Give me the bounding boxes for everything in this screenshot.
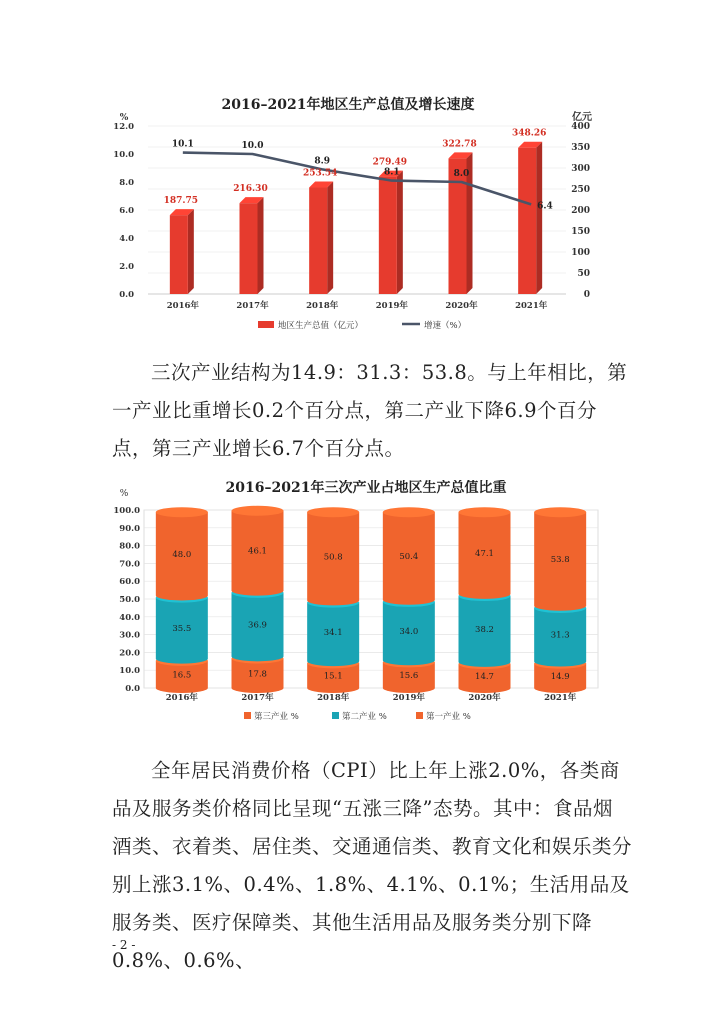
bar-side bbox=[258, 197, 264, 294]
y-tick-label: 10.0 bbox=[119, 666, 140, 677]
line-growth bbox=[183, 153, 531, 205]
segment-value-label: 35.5 bbox=[172, 624, 192, 635]
line-value-label: 10.1 bbox=[171, 139, 194, 150]
segment-value-label: 48.0 bbox=[172, 549, 192, 560]
legend-swatch-secondary bbox=[332, 712, 339, 719]
bar-gdp bbox=[240, 203, 258, 294]
x-tick-label: 2016年 bbox=[166, 301, 199, 311]
bar-value-label: 253.54 bbox=[302, 168, 338, 179]
segment-value-label: 36.9 bbox=[248, 620, 267, 631]
y-right-tick-label: 50 bbox=[577, 269, 590, 279]
segment-value-label: 34.0 bbox=[399, 627, 419, 638]
bar-value-label: 322.78 bbox=[442, 139, 477, 150]
legend-label-primary: 第一产业 % bbox=[426, 712, 471, 722]
segment-value-label: 47.1 bbox=[475, 549, 494, 560]
x-tick-label: 2018年 bbox=[317, 693, 350, 703]
legend-label-growth: 增速（%） bbox=[424, 321, 467, 331]
y-left-tick-label: 0.0 bbox=[119, 290, 134, 300]
x-tick-label: 2017年 bbox=[241, 693, 274, 703]
y-left-tick-label: 2.0 bbox=[119, 262, 134, 272]
y-tick-label: 90.0 bbox=[119, 523, 140, 534]
bar-side bbox=[536, 142, 542, 294]
y-right-tick-label: 150 bbox=[571, 227, 590, 237]
line-value-label: 10.0 bbox=[241, 141, 264, 151]
segment-value-label: 14.7 bbox=[475, 672, 494, 683]
legend-label-secondary: 第二产业 % bbox=[342, 712, 387, 722]
segment-value-label: 16.5 bbox=[172, 670, 192, 681]
chart-title: 2016–2021年三次产业占地区生产总值比重 bbox=[225, 480, 507, 496]
legend-swatch-tertiary bbox=[244, 712, 251, 719]
y-axis-unit: % bbox=[119, 489, 129, 499]
x-tick-label: 2020年 bbox=[468, 693, 501, 703]
y-right-tick-label: 250 bbox=[571, 185, 590, 195]
right-axis-unit: 亿元 bbox=[572, 112, 592, 123]
x-tick-label: 2016年 bbox=[165, 693, 198, 703]
x-tick-label: 2021年 bbox=[515, 301, 548, 311]
y-tick-label: 20.0 bbox=[119, 648, 140, 659]
y-right-tick-label: 350 bbox=[571, 143, 590, 153]
line-value-label: 8.1 bbox=[383, 167, 400, 178]
y-left-tick-label: 6.0 bbox=[119, 206, 134, 216]
legend-label-tertiary: 第三产业 % bbox=[254, 712, 299, 722]
segment-value-label: 34.1 bbox=[323, 627, 343, 638]
bar-side bbox=[327, 182, 333, 294]
left-axis-unit: % bbox=[119, 113, 129, 123]
y-left-tick-label: 10.0 bbox=[113, 150, 134, 160]
gdp-growth-chart bbox=[108, 88, 604, 338]
segment-value-label: 15.6 bbox=[399, 671, 419, 682]
bar-gdp bbox=[309, 188, 327, 294]
line-value-label: 8.9 bbox=[314, 156, 331, 167]
bar-side bbox=[397, 171, 403, 294]
x-tick-label: 2019年 bbox=[375, 301, 408, 311]
bar-value-label: 279.49 bbox=[372, 157, 408, 168]
segment-value-label: 38.2 bbox=[475, 624, 494, 635]
y-right-tick-label: 200 bbox=[571, 206, 590, 216]
bar-value-label: 348.26 bbox=[511, 128, 547, 139]
y-tick-label: 40.0 bbox=[119, 612, 140, 623]
segment-value-label: 53.8 bbox=[550, 554, 570, 565]
bar-gdp bbox=[379, 177, 397, 294]
bar-gdp bbox=[518, 148, 536, 294]
chart-title: 2016–2021年地区生产总值及增长速度 bbox=[221, 97, 475, 113]
y-right-tick-label: 100 bbox=[571, 248, 590, 258]
x-tick-label: 2021年 bbox=[544, 693, 577, 703]
bar-value-label: 216.30 bbox=[233, 184, 268, 195]
y-tick-label: 30.0 bbox=[119, 630, 140, 641]
x-tick-label: 2018年 bbox=[306, 301, 339, 311]
y-tick-label: 50.0 bbox=[119, 595, 140, 605]
y-left-tick-label: 8.0 bbox=[119, 178, 134, 188]
industry-share-chart bbox=[108, 480, 604, 728]
segment-value-label: 46.1 bbox=[248, 546, 267, 557]
bar-segment-top bbox=[459, 507, 511, 517]
line-value-label: 8.0 bbox=[453, 169, 470, 179]
bar-segment-top bbox=[383, 507, 435, 517]
y-tick-label: 0.0 bbox=[125, 684, 140, 694]
y-right-tick-label: 400 bbox=[571, 122, 590, 132]
y-left-tick-label: 4.0 bbox=[119, 234, 134, 244]
legend bbox=[258, 320, 466, 331]
y-tick-label: 60.0 bbox=[119, 577, 140, 588]
y-right-tick-label: 0 bbox=[583, 290, 590, 300]
y-tick-label: 100.0 bbox=[113, 506, 140, 516]
y-tick-label: 80.0 bbox=[119, 541, 140, 552]
bar-gdp bbox=[170, 215, 188, 294]
y-tick-label: 70.0 bbox=[119, 559, 140, 570]
segment-value-label: 15.1 bbox=[323, 671, 343, 682]
x-tick-label: 2017年 bbox=[236, 301, 269, 311]
legend-swatch-gdp bbox=[258, 321, 274, 328]
structure-paragraph: 三次产业结构为14.9：31.3：53.8。与上年相比，第一产业比重增长0.2个百分点，第二产业下降6.9个百分点，第三产业增长6.7个百分点。 bbox=[112, 361, 628, 460]
segment-value-label: 50.8 bbox=[323, 552, 343, 563]
bar-segment-top bbox=[156, 507, 208, 517]
bar-side bbox=[188, 209, 194, 294]
bar-segment-top bbox=[534, 507, 586, 517]
segment-value-label: 17.8 bbox=[248, 669, 267, 680]
segment-value-label: 50.4 bbox=[399, 551, 419, 562]
line-value-label: 6.4 bbox=[537, 201, 553, 212]
y-right-tick-label: 300 bbox=[571, 164, 590, 174]
x-tick-label: 2020年 bbox=[445, 301, 478, 311]
legend-swatch-primary bbox=[416, 712, 423, 719]
page-number: - 2 - bbox=[112, 938, 136, 952]
bar-segment-top bbox=[232, 506, 284, 516]
y-left-tick-label: 12.0 bbox=[113, 122, 134, 132]
bar-value-label: 187.75 bbox=[163, 196, 199, 207]
segment-value-label: 14.9 bbox=[550, 671, 570, 682]
legend bbox=[244, 711, 471, 722]
cpi-paragraph: 全年居民消费价格（CPI）比上年上涨2.0%，各类商品及服务类价格同比呈现“五涨三降”态势。其中：食品烟酒类、衣着类、居住类、交通通信类、教育文化和娱乐类分别上涨3.1%、0.4%、1.8%、4.1%、0.1%；生活用品及服务类、医疗保障类、其他生活用品及服务类分别下降0.8%、0.6%、 bbox=[112, 759, 633, 972]
x-tick-label: 2019年 bbox=[392, 693, 425, 703]
bar-segment-top bbox=[307, 507, 359, 517]
legend-label-gdp: 地区生产总值（亿元） bbox=[278, 321, 364, 331]
segment-value-label: 31.3 bbox=[550, 630, 570, 641]
